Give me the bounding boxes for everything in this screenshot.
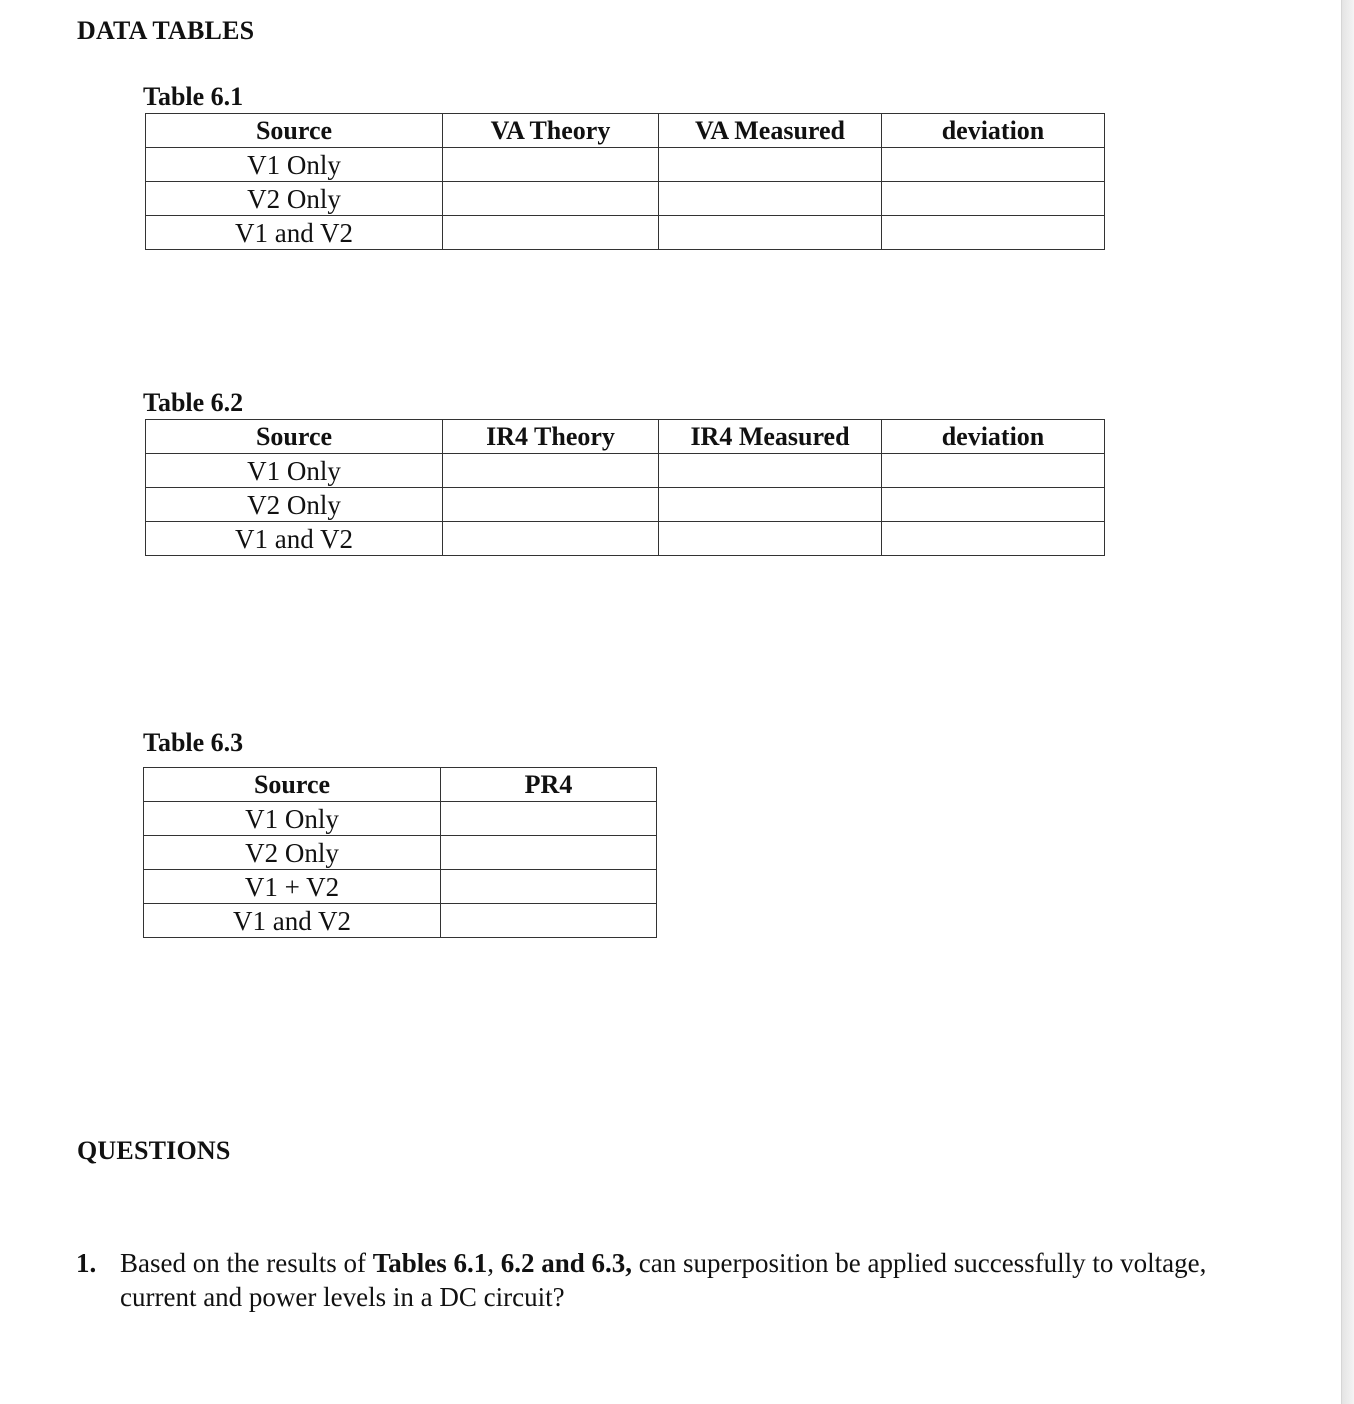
column-header: deviation bbox=[882, 420, 1105, 454]
table-cell[interactable] bbox=[659, 454, 882, 488]
source-cell: V2 Only bbox=[144, 836, 441, 870]
source-cell: V1 and V2 bbox=[146, 216, 443, 250]
table-row bbox=[146, 216, 1105, 250]
table-row bbox=[144, 904, 657, 938]
table-cell[interactable] bbox=[443, 182, 659, 216]
column-header: PR4 bbox=[441, 768, 657, 802]
question-text bbox=[120, 1246, 1210, 1314]
question-text-part: can superposition be applied successfully to voltage, current and power levels in a DC circuit? bbox=[120, 1248, 1207, 1312]
column-header: Source bbox=[146, 114, 443, 148]
table-6-2 bbox=[145, 419, 1105, 556]
column-header: VA Theory bbox=[443, 114, 659, 148]
table-6-2-title: Table 6.2 bbox=[143, 388, 244, 417]
table-cell[interactable] bbox=[882, 454, 1105, 488]
question-text-bold: Tables 6.1 bbox=[372, 1248, 488, 1278]
table-cell[interactable] bbox=[441, 904, 657, 938]
column-header: IR4 Theory bbox=[443, 420, 659, 454]
page-edge bbox=[1341, 0, 1354, 1404]
table-row bbox=[146, 488, 1105, 522]
question-number: 1. bbox=[76, 1248, 97, 1278]
table-cell[interactable] bbox=[882, 148, 1105, 182]
table-row bbox=[146, 148, 1105, 182]
question-text-bold: 6.2 and 6.3, bbox=[500, 1248, 633, 1278]
table-row bbox=[144, 802, 657, 836]
table-row bbox=[146, 454, 1105, 488]
table-cell[interactable] bbox=[659, 488, 882, 522]
table-row bbox=[144, 870, 657, 904]
table-6-1 bbox=[145, 113, 1105, 250]
source-cell: V1 and V2 bbox=[146, 522, 443, 556]
source-cell: V1 and V2 bbox=[144, 904, 441, 938]
table-cell[interactable] bbox=[443, 454, 659, 488]
table-cell[interactable] bbox=[659, 148, 882, 182]
source-cell: V1 Only bbox=[146, 454, 443, 488]
column-header: IR4 Measured bbox=[659, 420, 882, 454]
column-header: Source bbox=[146, 420, 443, 454]
question-text-part: , bbox=[487, 1248, 501, 1278]
table-cell[interactable] bbox=[443, 522, 659, 556]
source-cell: V2 Only bbox=[146, 182, 443, 216]
table-row bbox=[146, 182, 1105, 216]
table-cell[interactable] bbox=[882, 182, 1105, 216]
questions-heading: QUESTIONS bbox=[77, 1136, 231, 1165]
table-cell[interactable] bbox=[441, 802, 657, 836]
table-cell[interactable] bbox=[443, 148, 659, 182]
table-cell[interactable] bbox=[443, 216, 659, 250]
data-tables-heading: DATA TABLES bbox=[77, 16, 255, 45]
table-header-row bbox=[144, 768, 657, 802]
table-row bbox=[146, 522, 1105, 556]
column-header: deviation bbox=[882, 114, 1105, 148]
table-6-1-title: Table 6.1 bbox=[143, 82, 244, 111]
table-6-3-title: Table 6.3 bbox=[143, 728, 244, 757]
table-header-row bbox=[146, 114, 1105, 148]
table-cell[interactable] bbox=[882, 488, 1105, 522]
question-text-part: Based on the results of bbox=[120, 1248, 373, 1278]
table-6-3 bbox=[143, 767, 657, 938]
source-cell: V2 Only bbox=[146, 488, 443, 522]
table-cell[interactable] bbox=[659, 522, 882, 556]
source-cell: V1 + V2 bbox=[144, 870, 441, 904]
table-cell[interactable] bbox=[441, 870, 657, 904]
table-cell[interactable] bbox=[441, 836, 657, 870]
table-cell[interactable] bbox=[659, 182, 882, 216]
column-header: VA Measured bbox=[659, 114, 882, 148]
column-header: Source bbox=[144, 768, 441, 802]
table-cell[interactable] bbox=[882, 522, 1105, 556]
table-cell[interactable] bbox=[443, 488, 659, 522]
source-cell: V1 Only bbox=[144, 802, 441, 836]
table-cell[interactable] bbox=[882, 216, 1105, 250]
table-header-row bbox=[146, 420, 1105, 454]
source-cell: V1 Only bbox=[146, 148, 443, 182]
table-cell[interactable] bbox=[659, 216, 882, 250]
table-row bbox=[144, 836, 657, 870]
